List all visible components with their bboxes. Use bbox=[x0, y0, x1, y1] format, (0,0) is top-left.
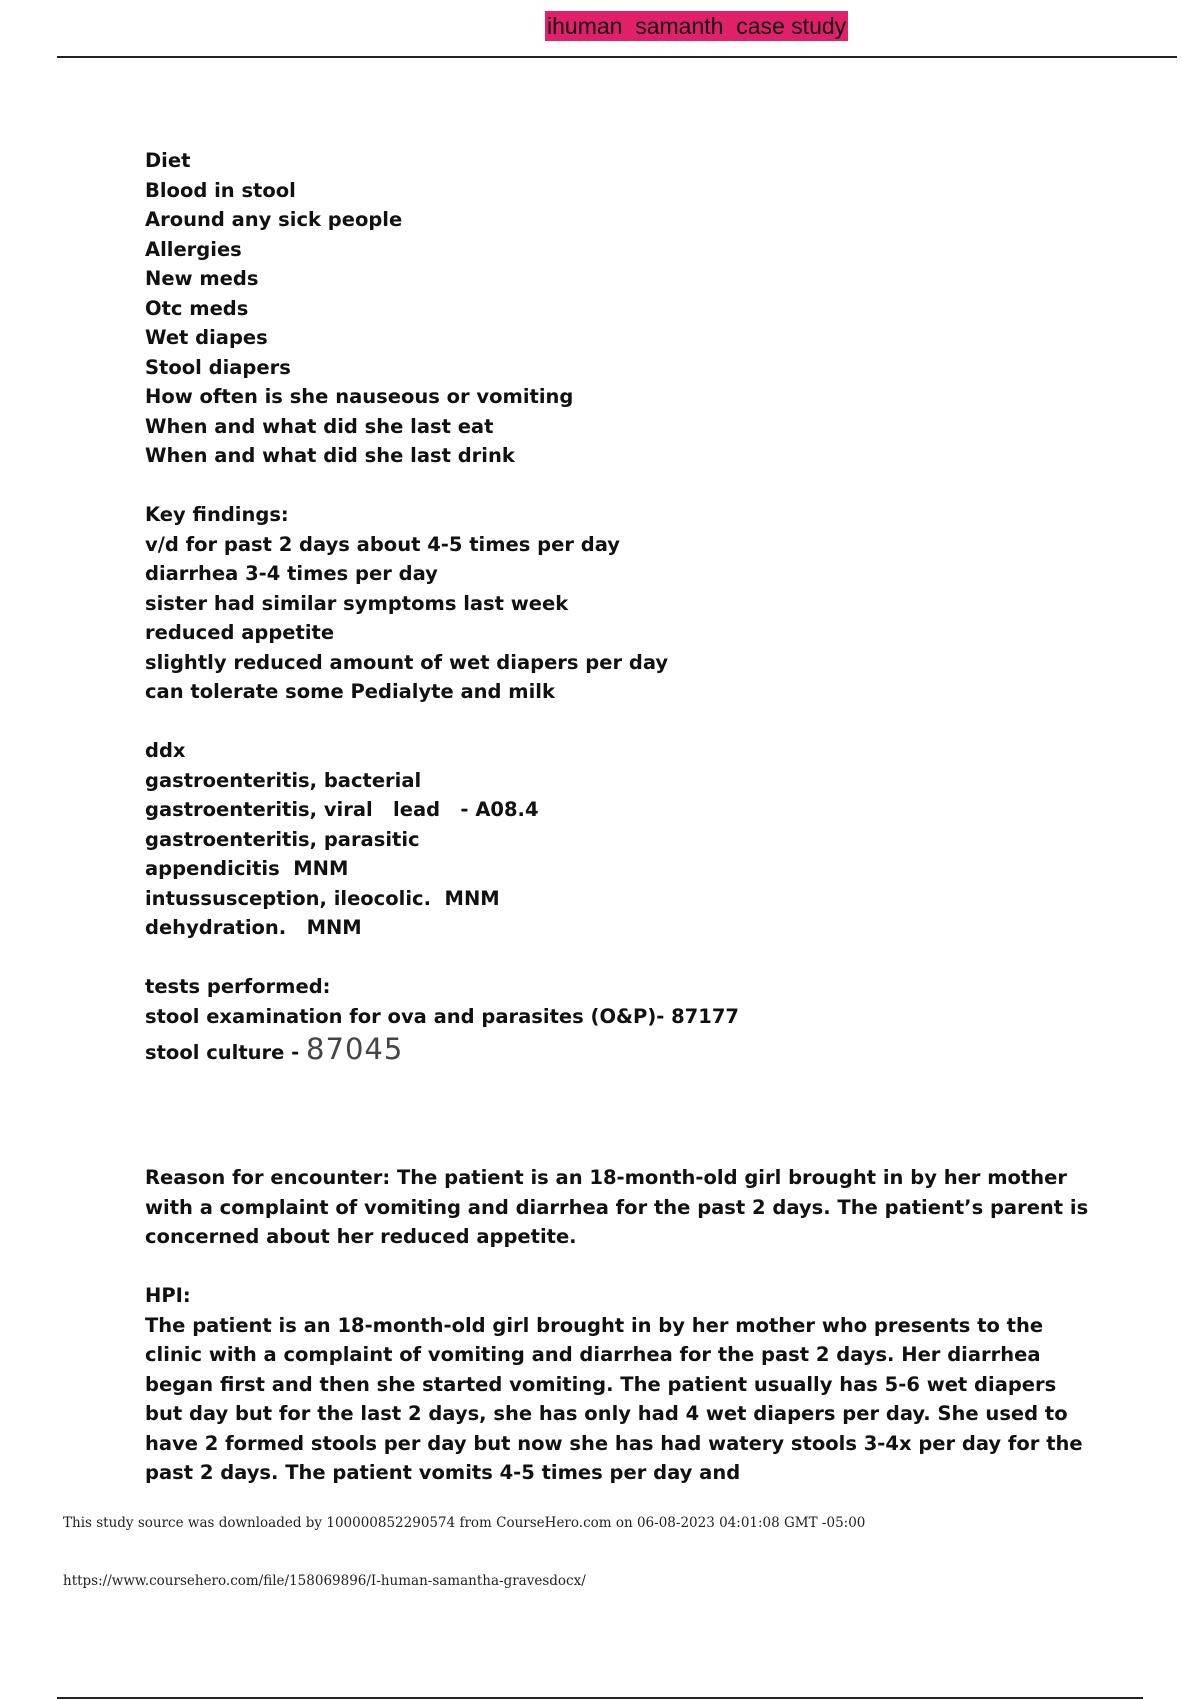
ddx-item: gastroenteritis, bacterial bbox=[145, 768, 422, 792]
test-label: stool culture - bbox=[145, 1041, 307, 1064]
document-body bbox=[145, 146, 1095, 1488]
question-item: Around any sick people bbox=[145, 208, 403, 231]
question-item: Stool diapers bbox=[145, 355, 291, 379]
footer-divider bbox=[57, 1697, 1143, 1699]
question-item: New meds bbox=[145, 267, 259, 290]
header-divider bbox=[57, 56, 1177, 58]
question-item: Allergies bbox=[145, 237, 242, 261]
ddx-item: gastroenteritis, viral lead - A08.4 bbox=[145, 798, 539, 821]
question-item: How often is she nauseous or vomiting bbox=[145, 385, 574, 408]
ddx-item: appendicitis MNM bbox=[145, 857, 349, 880]
test-code: 87045 bbox=[306, 1032, 404, 1066]
document-title: ihuman samanth case study bbox=[547, 13, 847, 39]
tests-section bbox=[145, 972, 1095, 1071]
test-item: stool examination for ova and parasites (O&P)- 87177 bbox=[145, 1004, 739, 1028]
spacer bbox=[145, 943, 1095, 973]
question-item: When and what did she last drink bbox=[145, 444, 515, 467]
finding-item: v/d for past 2 days about 4-5 times per day bbox=[145, 532, 620, 556]
spacer bbox=[145, 471, 1095, 501]
download-note: This study source was downloaded by 100000852290574 from CourseHero.com on 06-08-2023 04:01:08 GMT -05:00 bbox=[63, 1515, 866, 1531]
spacer bbox=[145, 1071, 1095, 1163]
hpi-heading: HPI: bbox=[145, 1284, 191, 1307]
hpi-paragraph: The patient is an 18-month-old girl brought in by her mother who presents to the clinic with a complaint of vomiting and diarrhea for the past 2 days. Her diarrhea began first and then she started vomiting. The patient usually has 5-6 wet diapers but day but for the last 2 days, she has only had 4 wet diapers per day. She used to have 2 formed stools per day but now she has had watery stools 3-4x per day for the past 2 days. The patient vomits 4-5 times per day and bbox=[145, 1313, 1083, 1484]
finding-item: reduced appetite bbox=[145, 621, 335, 644]
hpi-section bbox=[145, 1281, 1095, 1488]
reason-section bbox=[145, 1163, 1095, 1252]
ddx-section bbox=[145, 736, 1095, 943]
key-findings-heading: Key findings: bbox=[145, 503, 289, 526]
ddx-item: intussusception, ileocolic. MNM bbox=[145, 886, 500, 910]
source-url[interactable]: https://www.coursehero.com/file/158069896/I-human-samantha-gravesdocx/ bbox=[63, 1573, 586, 1589]
spacer bbox=[145, 707, 1095, 737]
spacer bbox=[145, 1252, 1095, 1282]
ddx-item: gastroenteritis, parasitic bbox=[145, 827, 420, 851]
test-item bbox=[145, 1031, 1095, 1071]
question-item: Diet bbox=[145, 149, 191, 172]
finding-item: slightly reduced amount of wet diapers per day bbox=[145, 650, 669, 674]
question-item: When and what did she last eat bbox=[145, 414, 494, 438]
question-list bbox=[145, 146, 1095, 471]
question-item: Otc meds bbox=[145, 296, 249, 320]
key-findings-section bbox=[145, 500, 1095, 707]
finding-item: diarrhea 3-4 times per day bbox=[145, 562, 438, 585]
finding-item: sister had similar symptoms last week bbox=[145, 591, 569, 615]
ddx-heading: ddx bbox=[145, 739, 186, 762]
question-item: Blood in stool bbox=[145, 178, 296, 202]
question-item: Wet diapes bbox=[145, 326, 268, 349]
ddx-item: dehydration. MNM bbox=[145, 916, 362, 939]
tests-heading: tests performed: bbox=[145, 975, 331, 998]
finding-item: can tolerate some Pedialyte and milk bbox=[145, 680, 555, 703]
reason-paragraph: Reason for encounter: The patient is an 18-month-old girl brought in by her mother with a complaint of vomiting and diarrhea for the past 2 days. The patient’s parent is concerned about her reduced appetite. bbox=[145, 1166, 1089, 1248]
